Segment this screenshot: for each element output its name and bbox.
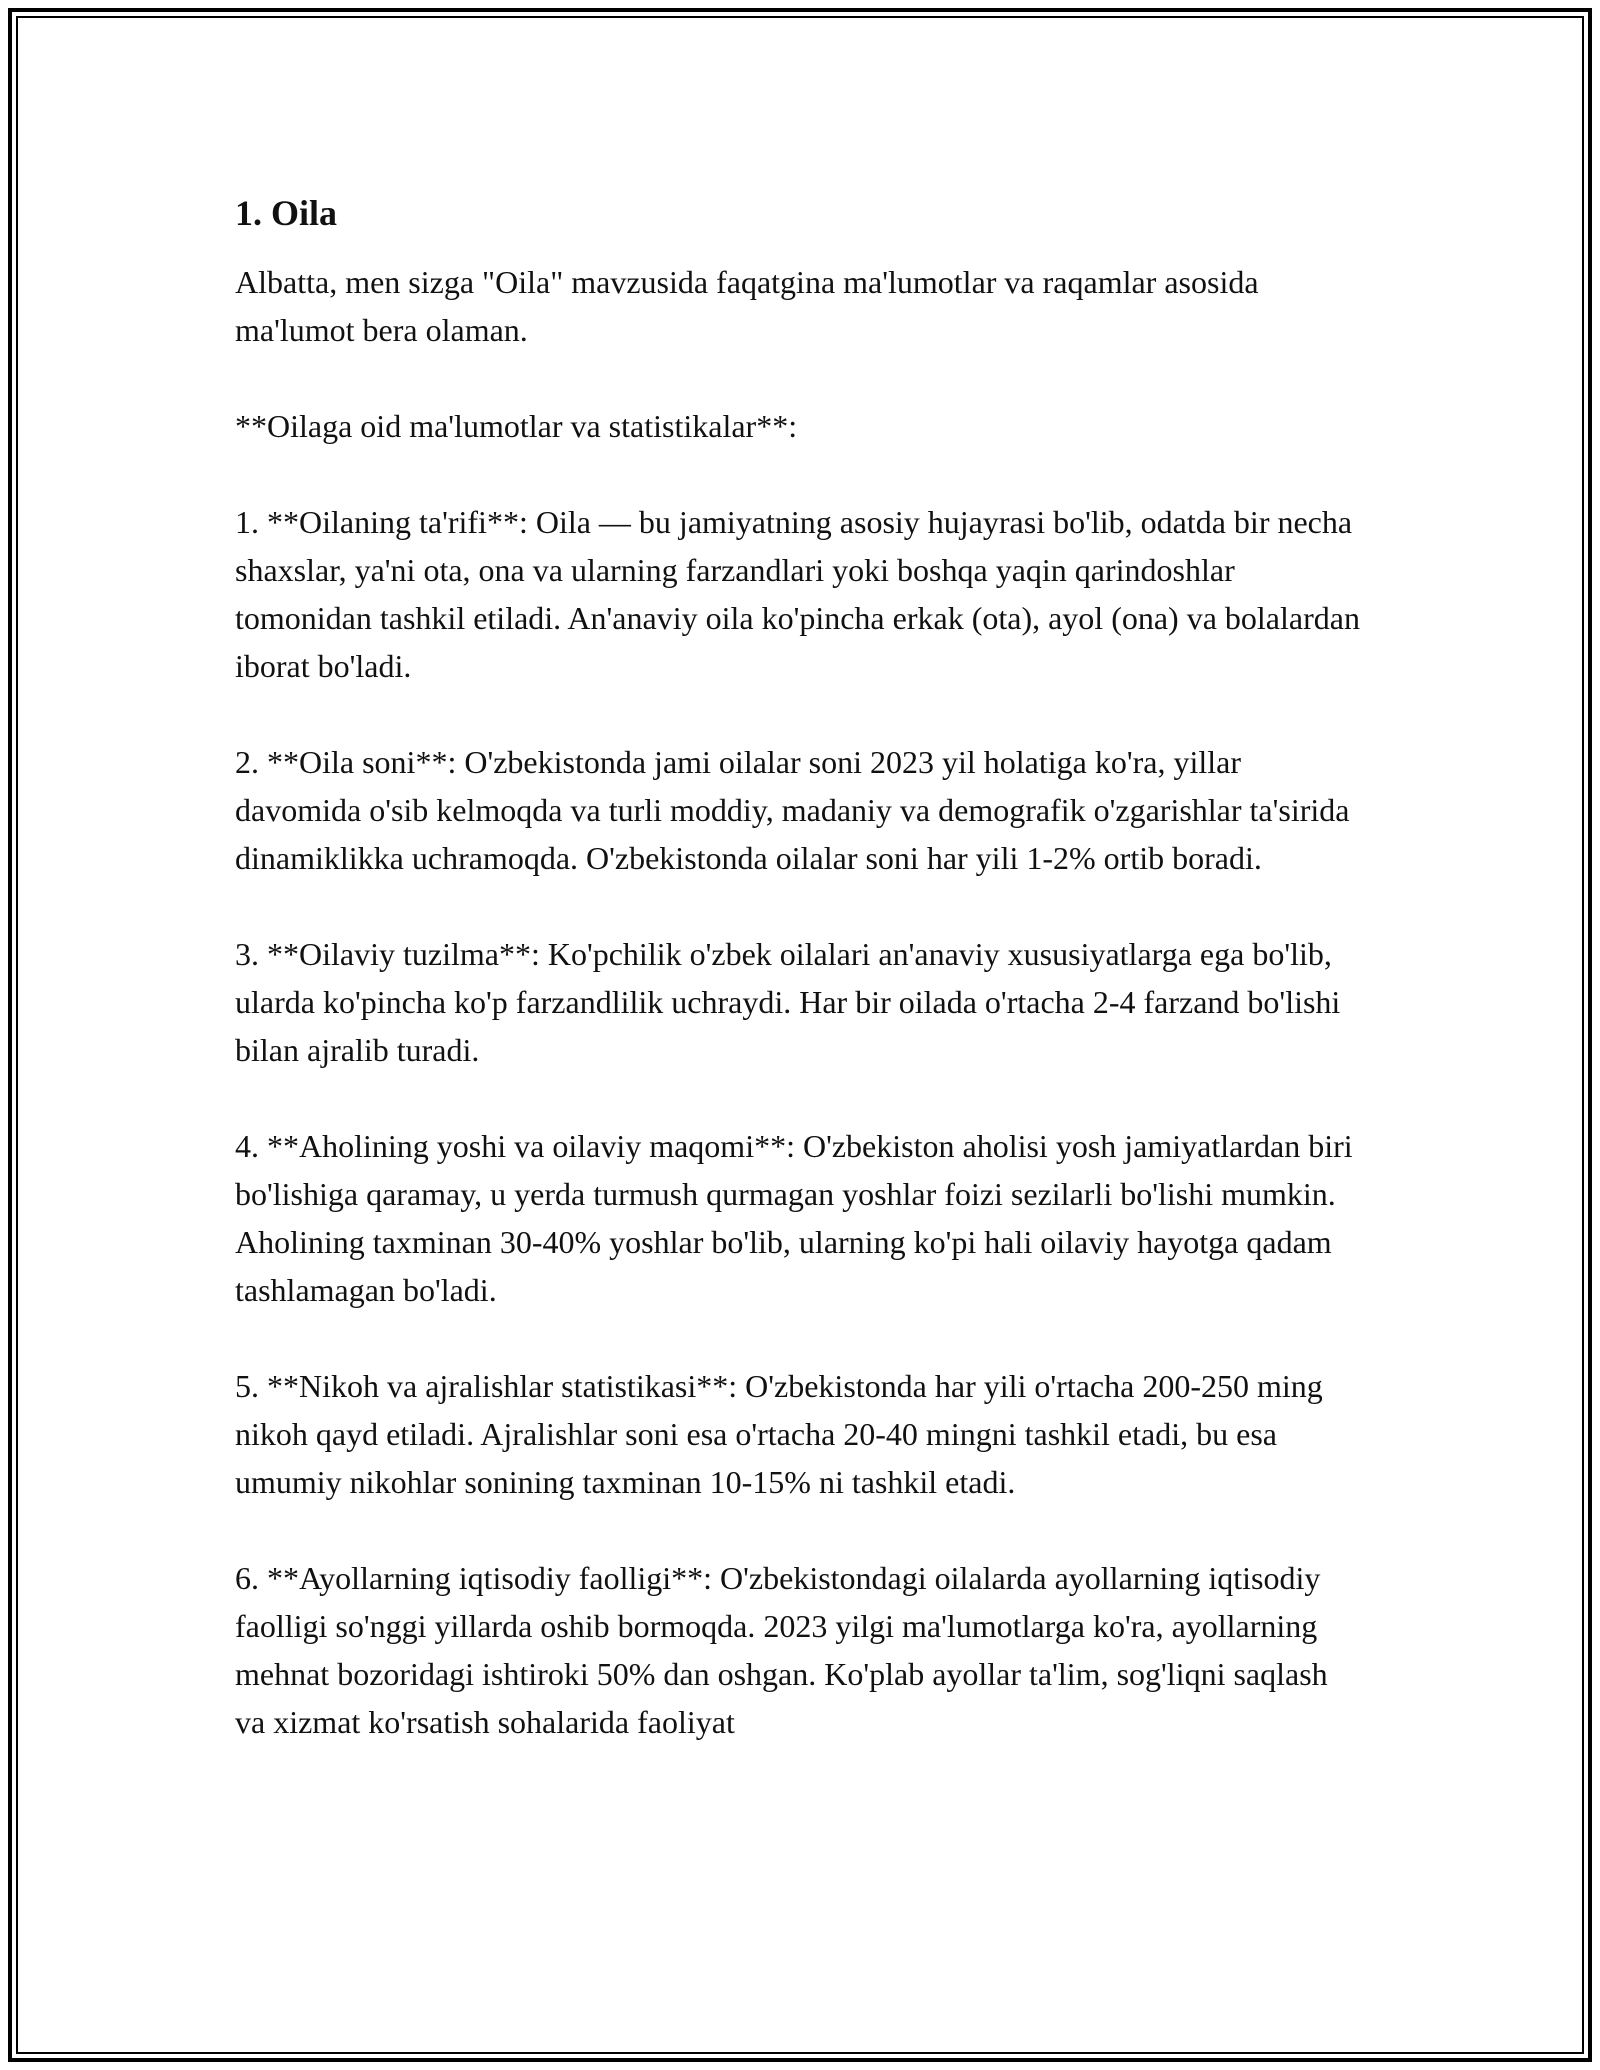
list-item: 4. **Aholining yoshi va oilaviy maqomi**: O'zbekiston aholisi yosh jamiyatlardan biri bo'lishiga qaramay, u yerda turmush qurmagan yoshlar foizi sezilarli bo'lishi mumkin. Aholining taxminan 30-40% yoshlar bo'lib, ularning ko'pi hali oilaviy hayotga qadam tashlamagan bo'ladi. (235, 1128, 1361, 1308)
list-item: 2. **Oila soni**: O'zbekistonda jami oilalar soni 2023 yil holatiga ko'ra, yillar davomida o'sib kelmoqda va turli moddiy, madaniy va demografik o'zgarishlar ta'sirida dinamiklikka uchramoqda. O'zbekistonda oilalar soni har yili 1-2% ortib boradi. (235, 744, 1358, 876)
list-item: 1. **Oilaning ta'rifi**: Oila — bu jamiyatning asosiy hujayrasi bo'lib, odatda bir necha shaxslar, ya'ni ota, ona va ularning farzandlari yoki boshqa yaqin qarindoshlar tomonidan tashkil etiladi. An'anaviy oila ko'pincha erkak (ota), ayol (ona) va bolalardan iborat bo'ladi. (235, 504, 1368, 684)
list-item: 5. **Nikoh va ajralishlar statistikasi**: O'zbekistonda har yili o'rtacha 200-250 ming nikoh qayd etiladi. Ajralishlar soni esa o'rtacha 20-40 mingni tashkil etadi, bu esa umumiy nikohlar sonining taxminan 10-15% ni tashkil etadi. (235, 1368, 1331, 1500)
document-body (235, 190, 1368, 1794)
list-item: 6. **Ayollarning iqtisodiy faolligi**: O'zbekistondagi oilalarda ayollarning iqtisodiy faolligi so'nggi yillarda oshib bormoqda. 2023 yilgi ma'lumotlarga ko'ra, ayollarning mehnat bozoridagi ishtiroki 50% dan oshgan. Ko'plab ayollar ta'lim, sog'liqni saqlash va xizmat ko'rsatish sohalarida faoliyat (235, 1560, 1336, 1740)
subheading-paragraph: **Oilaga oid ma'lumotlar va statistikalar**: (235, 408, 798, 444)
intro-paragraph: Albatta, men sizga "Oila" mavzusida faqatgina ma'lumotlar va raqamlar asosida ma'lumot bera olaman. (235, 264, 1267, 348)
list-item: 3. **Oilaviy tuzilma**: Ko'pchilik o'zbek oilalari an'anaviy xususiyatlarga ega bo'lib, ularda ko'pincha ko'p farzandlilik uchraydi. Har bir oilada o'rtacha 2-4 farzand bo'lishi bilan ajralib turadi. (235, 936, 1349, 1068)
document-title: 1. Oila (235, 193, 338, 233)
